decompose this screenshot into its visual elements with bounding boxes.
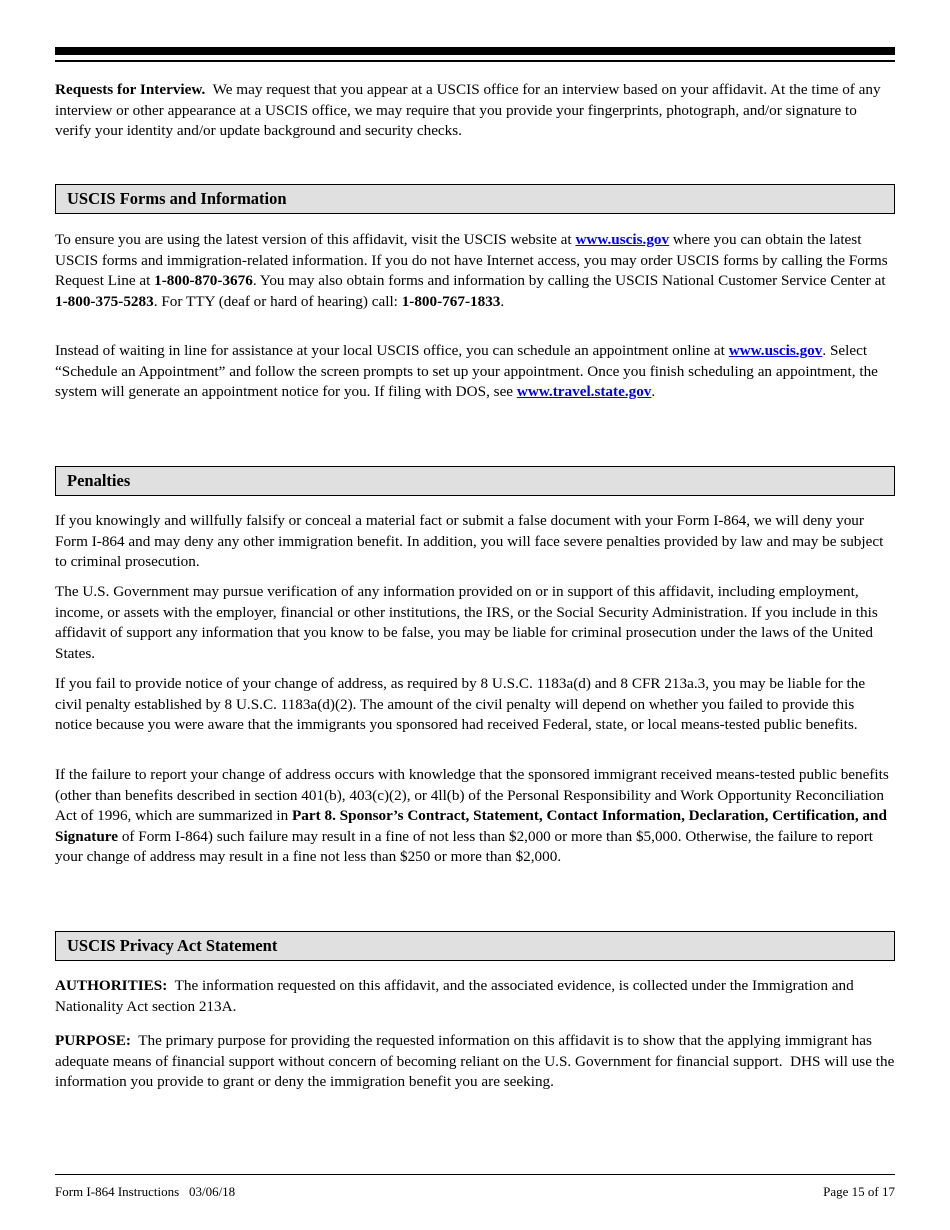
interview-paragraph [55,80,895,142]
travel-state-link[interactable]: www.travel.state.gov [516,383,652,401]
section-header-forms-info [55,184,895,214]
forms-request-phone: 1-800-870-3676 [154,272,253,290]
penalties-paragraph-1: If you knowingly and willfully falsify or conceal a material fact or submit a false document with your Form I-864, we will deny your Form I-864 and may deny any other immigration benefit. In addition, you will face severe penalties provided by law and may be subject to criminal prosecution. [55,512,884,571]
text: If the failure to report your change of address occurs with knowledge that the sponsored immigrant received means-tested public benefits (other than benefits described in section 401(b), 403(c)(2), or 4ll(b) of the Personal Responsibility and Work Opportunity Reconciliation Act of 1996, which are summarized in [55,766,889,825]
section-header-privacy [55,931,895,961]
text: . [651,383,656,401]
text: . For TTY (deaf or hard of hearing) call: [153,292,402,310]
text: To ensure you are using the latest version of this affidavit, visit the USCIS website at [55,231,576,248]
forms-info-paragraph-1 [55,230,895,312]
penalties-paragraph-3: If you fail to provide notice of your change of address, as required by 8 U.S.C. 1183a(d) and 8 CFR 213a.3, you may be liable for the civil penalty established by 8 U.S.C. 1183a(d)(2). The amount of the civil penalty will depend on whether you failed to provide this notice because you were aware that the immigrants you sponsored had received Federal, state, or local means-tested public benefits. [55,675,866,734]
part-8-reference: Part 8. Sponsor’s Contract, Statement, Contact Information, Declaration, Certification, and Signature [55,807,887,845]
text: . Select “Schedule an Appointment” and follow the screen prompts to set up your appointment. Once you finish scheduling an appointment, the system will generate an appointment notice for you. If filing with DOS, see [55,342,878,401]
interview-heading: Requests for Interview. [55,81,206,98]
text: Instead of waiting in line for assistance at your local USCIS office, you can schedule an appointment online at [55,342,729,359]
authorities-text: The information requested on this affidavit, and the associated evidence, is collected under the Immigration and Nationality Act section 213A. [55,977,858,1015]
text: . You may also obtain forms and information by calling the USCIS National Customer Service Center at [252,272,886,290]
purpose-text: The primary purpose for providing the requested information on this affidavit is to show that the applying immigrant has adequate means of financial support without concern of becoming reliant on the U.S. Government for financial support. DHS will use the information you provide to grant or deny the immigration benefit you are seeking. [55,1032,899,1091]
penalties-paragraph-4 [55,765,895,868]
section-title: USCIS Privacy Act Statement [67,936,278,955]
footer-page-number: Page 15 of 17 [823,1184,895,1199]
text: where you can obtain the latest USCIS forms and immigration-related information. If you do not have Internet access, you may order USCIS forms by calling the Forms Request Line at [55,231,888,290]
section-header-penalties [55,466,895,496]
text: of Form I-864) such failure may result in a fine of not less than $2,000 or more than $5,000. Otherwise, the failure to report your change of address may result in a fine not less than $250 or more than $2,000. [55,827,873,866]
forms-info-paragraph-2 [55,341,895,403]
penalties-paragraph-2: The U.S. Government may pursue verification of any information provided on or in support of this affidavit, including employment, income, or assets with the employer, financial or other institutions, the IRS, or the Social Security Administration. If you include in this affidavit of support any information that you know to be false, you may be liable for criminal prosecution under the laws of the United States. [55,583,878,662]
tty-phone: 1-800-767-1833 [401,292,501,310]
section-title: Penalties [67,471,131,490]
header-thin-rule [55,60,895,62]
privacy-authorities [55,976,895,1017]
authorities-label: AUTHORITIES: [55,977,168,994]
uscis-website-link[interactable]: www.uscis.gov [575,231,670,248]
footer-rule [55,1174,895,1175]
footer-form-info: Form I-864 Instructions 03/06/18 [55,1184,236,1199]
section-title: USCIS Forms and Information [67,189,287,208]
uscis-appointment-link[interactable]: www.uscis.gov [728,342,823,359]
interview-text: We may request that you appear at a USCIS office for an interview based on your affidavit. At the time of any interview or other appearance at a USCIS office, we may require that you provide your fingerprints, photograph, and/or signature to verify your identity and/or update background and security checks. [55,81,885,140]
text: . [500,292,505,310]
header-thick-rule [55,47,895,55]
purpose-label: PURPOSE: [55,1032,131,1049]
privacy-purpose [55,1031,899,1093]
customer-service-phone: 1-800-375-5283 [55,292,154,310]
